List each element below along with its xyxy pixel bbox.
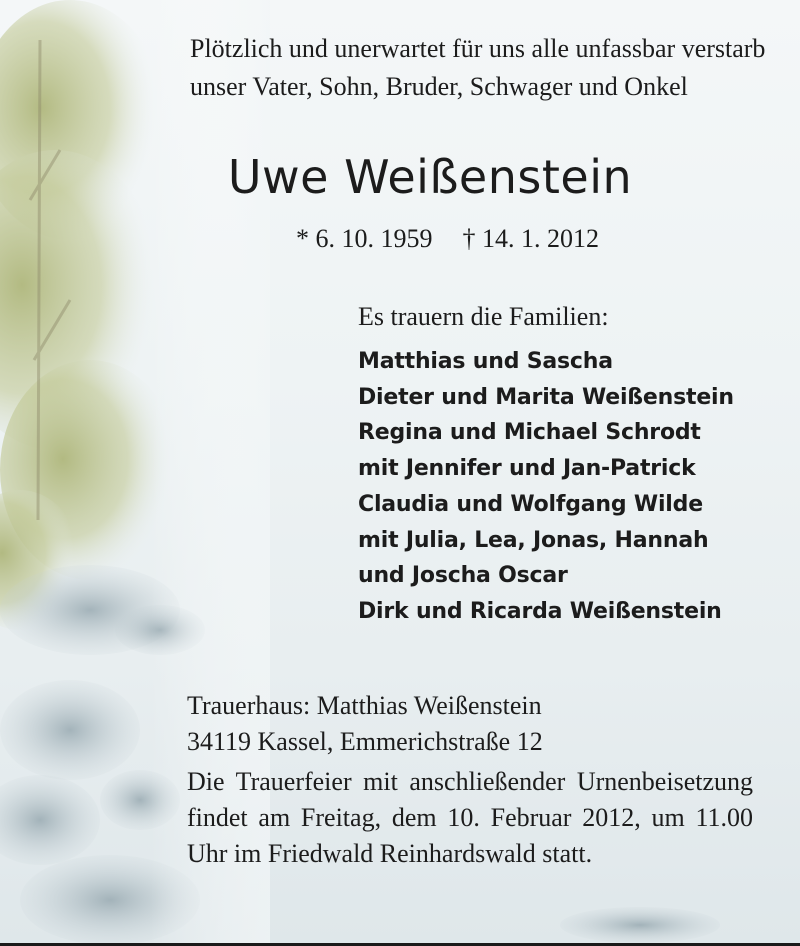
mourners-heading: Es trauern die Familien:: [358, 302, 609, 331]
service-details: Die Trauerfeier mit anschließender Urnenbeisetzung findet am Freitag, dem 10. Februar 2012, um 11.00 Uhr im Friedwald Reinhardswald statt.: [187, 767, 753, 868]
family-line: Dieter und Marita Weißenstein: [358, 384, 734, 410]
families-list: [358, 344, 734, 630]
address-line: Trauerhaus: Matthias Weißenstein: [187, 691, 542, 720]
death-date: † 14. 1. 2012: [462, 224, 599, 253]
intro-text: Plötzlich und unerwartet für uns alle unfassbar verstarb unser Vater, Sohn, Bruder, Schwager und Onkel: [190, 34, 766, 101]
family-line: Dirk und Ricarda Weißenstein: [358, 598, 722, 624]
family-line: Matthias und Sascha: [358, 349, 613, 374]
address-line: 34119 Kassel, Emmerichstraße 12: [187, 727, 543, 756]
deceased-name: Uwe Weißenstein: [227, 150, 633, 204]
family-line: Regina und Michael Schrodt: [358, 420, 701, 446]
family-line: und Joscha Oscar: [358, 563, 568, 589]
life-dates: [296, 224, 599, 254]
birth-date: * 6. 10. 1959: [296, 224, 433, 253]
family-line: mit Jennifer und Jan-Patrick: [358, 456, 696, 482]
family-line: Claudia und Wolfgang Wilde: [358, 491, 703, 517]
mourning-house-address: [187, 688, 543, 760]
family-line: mit Julia, Lea, Jonas, Hannah: [358, 527, 709, 553]
